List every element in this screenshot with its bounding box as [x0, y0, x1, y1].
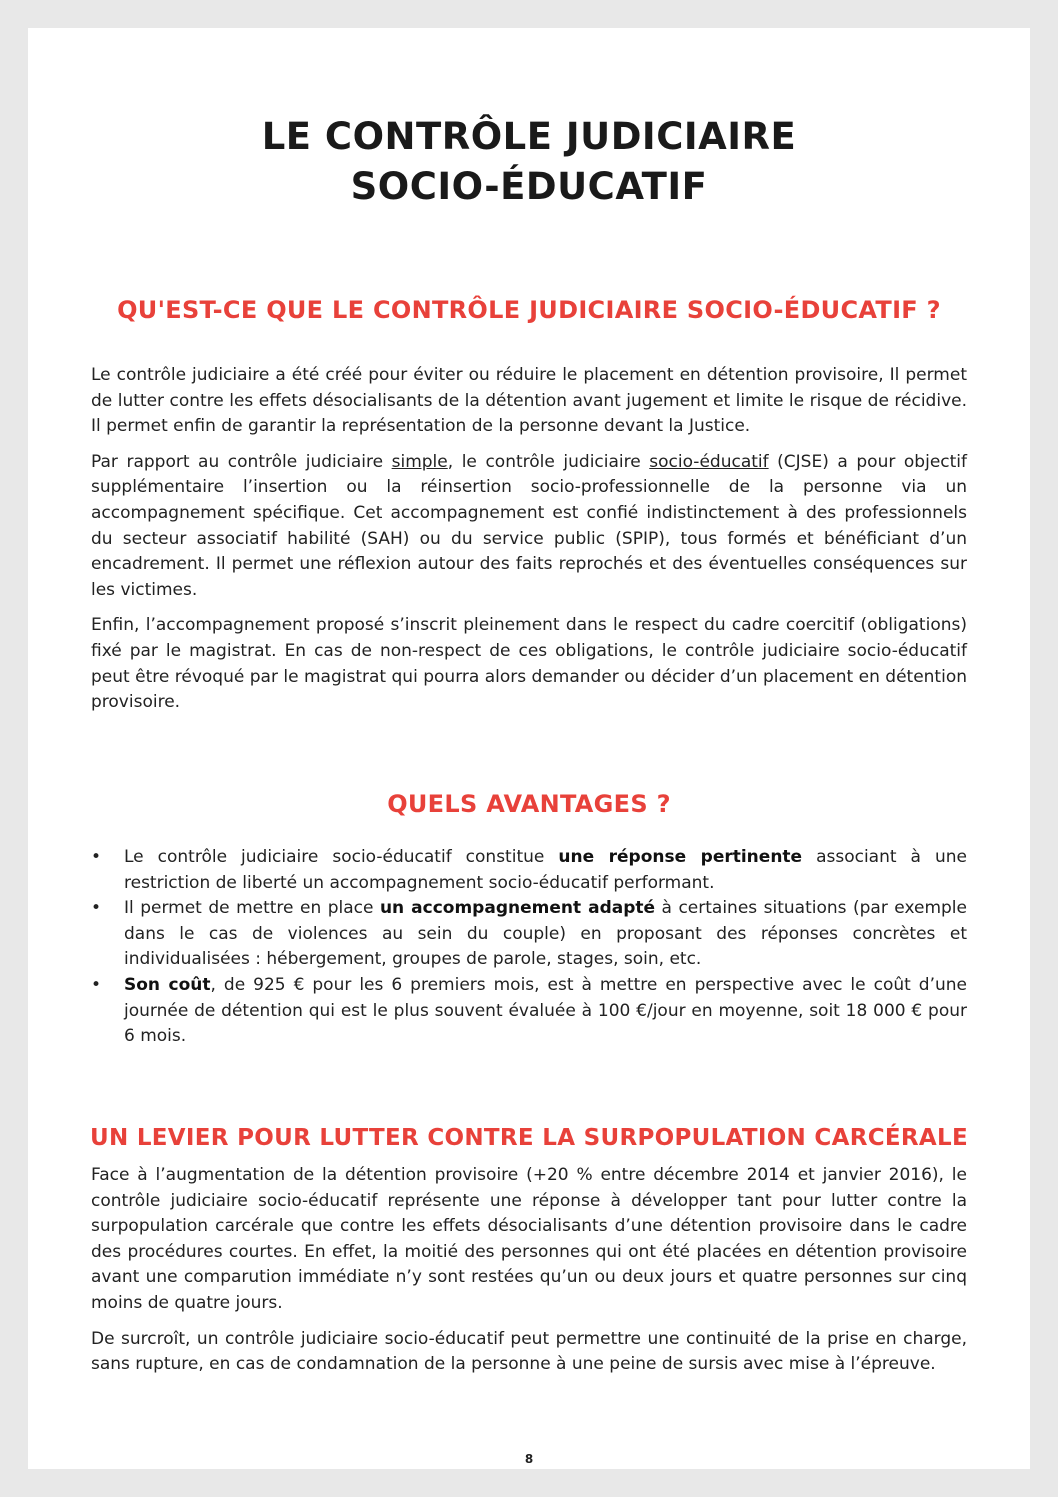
section-heading-overcrowding: UN LEVIER POUR LUTTER CONTRE LA SURPOPULATION CARCÉRALE — [90, 1125, 968, 1151]
list-item — [91, 845, 967, 896]
text-run: Il permet de mettre en place — [124, 898, 380, 919]
paragraph: Face à l’augmentation de la détention provisoire (+20 % entre décembre 2014 et janvier 2016), le contrôle judiciaire socio-éducatif représente une réponse à développer tant pour lutter contre la surpopulation carcérale que contre les effets désocialisants d’une détention provisoire dans le cadre des procédures courtes. En effet, la moitié des personnes qui ont été placées en détention provisoire avant une comparution immédiate n’y sont restées qu’un ou deux jours et quatre personnes sur cinq moins de quatre jours. — [91, 1165, 967, 1313]
page-number: 8 — [524, 1452, 534, 1466]
advantages-list-block — [91, 845, 967, 1050]
section-body-overcrowding — [91, 1163, 967, 1388]
bold-text: un accompagnement adapté — [379, 898, 656, 919]
bullet-icon: • — [91, 974, 102, 995]
page-title-line-1: LE CONTRÔLE JUDICIAIRE — [261, 115, 797, 158]
section-heading-advantages: QUELS AVANTAGES ? — [387, 790, 671, 818]
underlined-term-socio-educatif: socio-éducatif — [649, 451, 769, 472]
bullet-icon: • — [91, 898, 102, 919]
paragraph: Enfin, l’accompagnement proposé s’inscrit pleinement dans le respect du cadre coercitif (obligations) fixé par le magistrat. En cas de non-respect de ces obligations, le contrôle judiciaire socio-éducatif peut être révoqué par le magistrat qui pourra alors demander ou décider d’un placement en détention provisoire. — [91, 615, 967, 713]
text-run: , de 925 € pour les 6 premiers mois, est à mettre en perspective avec le coût d’une journée de détention qui est le plus souvent évaluée à 100 €/jour en moyenne, soit 18 000 € pour 6 mois. — [124, 974, 967, 1047]
section-body-what-is — [91, 363, 967, 726]
text-run: à certaines situations (par exemple dans le cas de violences au sein du couple) en proposant des réponses concrètes et individualisées : hébergement, groupes de parole, stages, soin, etc. — [124, 898, 967, 970]
page-title-line-2: SOCIO-ÉDUCATIF — [350, 165, 708, 208]
bullet-icon: • — [91, 847, 102, 867]
list-item — [91, 896, 967, 973]
section-heading-what-is: QU'EST-CE QUE LE CONTRÔLE JUDICIAIRE SOCIO-ÉDUCATIF ? — [117, 296, 941, 324]
page-title — [0, 112, 1058, 212]
underlined-term-simple: simple — [391, 451, 448, 472]
paragraph — [91, 450, 967, 604]
bold-text: une réponse pertinente — [558, 847, 803, 867]
list-item — [91, 973, 967, 1050]
text-run: Le contrôle judiciaire socio-éducatif constitue — [124, 847, 559, 867]
text-run: Par rapport au contrôle judiciaire — [91, 451, 392, 472]
advantages-list — [91, 845, 967, 1050]
bold-text: Son coût — [124, 974, 211, 995]
paragraph: Le contrôle judiciaire a été créé pour éviter ou réduire le placement en détention provisoire, Il permet de lutter contre les effets désocialisants de la détention avant jugement et limite le risque de récidive. Il permet enfin de garantir la représentation de la personne devant la Justice. — [91, 365, 967, 437]
paragraph: De surcroît, un contrôle judiciaire socio-éducatif peut permettre une continuité de la prise en charge, sans rupture, en cas de condamnation de la personne à une peine de sursis avec mise à l’épreuve. — [91, 1328, 967, 1375]
text-run: (CJSE) a pour objectif supplémentaire l’insertion ou la réinsertion socio-professionnelle de la personne via un accompagnement spécifique. Cet accompagnement est confié indistinctement à des professionnels du secteur associatif habilité (SAH) ou du service public (SPIP), tous formés et bénéficiant d’un encadrement. Il permet une réflexion autour des faits reprochés et des éventuelles conséquences sur les victimes. — [91, 451, 967, 600]
text-run: , le contrôle judiciaire — [447, 451, 650, 472]
text-run: associant à une restriction de liberté un accompagnement socio-éducatif performant. — [124, 847, 967, 893]
